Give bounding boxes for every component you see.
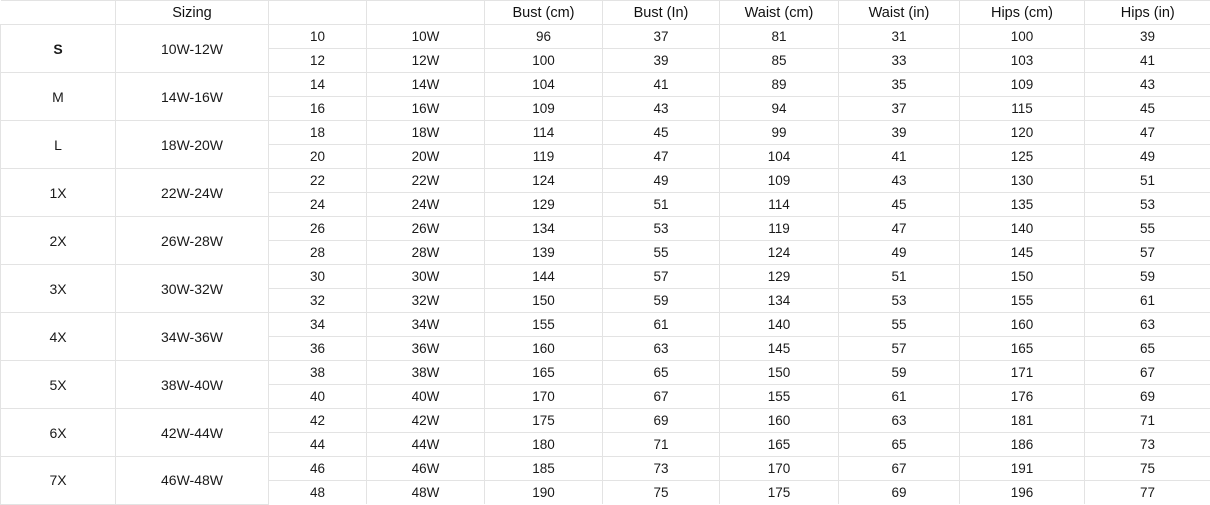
cell-hips-cm: 181 — [960, 409, 1085, 433]
cell-hips-in: 53 — [1085, 193, 1210, 217]
column-header-hips-cm: Hips (cm) — [960, 1, 1085, 25]
cell-hips-cm: 109 — [960, 73, 1085, 97]
size-label-cell: 4X — [1, 313, 116, 361]
cell-bust-cm: 175 — [485, 409, 603, 433]
cell-waist-cm: 129 — [720, 265, 839, 289]
cell-hips-cm: 191 — [960, 457, 1085, 481]
size-range-cell: 14W-16W — [116, 73, 269, 121]
cell-w-size: 32W — [367, 289, 485, 313]
size-range-cell: 42W-44W — [116, 409, 269, 457]
cell-numeric-size: 12 — [269, 49, 367, 73]
cell-w-size: 12W — [367, 49, 485, 73]
cell-w-size: 10W — [367, 25, 485, 49]
cell-hips-cm: 176 — [960, 385, 1085, 409]
cell-bust-cm: 160 — [485, 337, 603, 361]
table-row — [1, 121, 1210, 145]
cell-w-size: 44W — [367, 433, 485, 457]
cell-hips-in: 67 — [1085, 361, 1210, 385]
cell-bust-in: 57 — [603, 265, 720, 289]
column-header-waist-cm: Waist (cm) — [720, 1, 839, 25]
cell-hips-cm: 140 — [960, 217, 1085, 241]
cell-bust-in: 53 — [603, 217, 720, 241]
cell-waist-cm: 81 — [720, 25, 839, 49]
cell-w-size: 18W — [367, 121, 485, 145]
cell-numeric-size: 14 — [269, 73, 367, 97]
header-row — [1, 1, 1210, 25]
cell-bust-in: 55 — [603, 241, 720, 265]
cell-numeric-size: 40 — [269, 385, 367, 409]
cell-waist-cm: 165 — [720, 433, 839, 457]
cell-waist-in: 49 — [839, 241, 960, 265]
cell-w-size: 36W — [367, 337, 485, 361]
cell-bust-cm: 185 — [485, 457, 603, 481]
cell-hips-in: 71 — [1085, 409, 1210, 433]
cell-bust-in: 61 — [603, 313, 720, 337]
cell-bust-cm: 170 — [485, 385, 603, 409]
cell-w-size: 48W — [367, 481, 485, 505]
cell-w-size: 26W — [367, 217, 485, 241]
cell-bust-in: 39 — [603, 49, 720, 73]
cell-hips-in: 43 — [1085, 73, 1210, 97]
size-range-cell: 10W-12W — [116, 25, 269, 73]
cell-numeric-size: 20 — [269, 145, 367, 169]
cell-waist-in: 45 — [839, 193, 960, 217]
cell-hips-cm: 103 — [960, 49, 1085, 73]
cell-waist-cm: 145 — [720, 337, 839, 361]
cell-hips-in: 41 — [1085, 49, 1210, 73]
cell-bust-cm: 109 — [485, 97, 603, 121]
cell-waist-in: 61 — [839, 385, 960, 409]
cell-numeric-size: 22 — [269, 169, 367, 193]
cell-bust-cm: 150 — [485, 289, 603, 313]
column-header-bust-cm: Bust (cm) — [485, 1, 603, 25]
cell-hips-in: 51 — [1085, 169, 1210, 193]
cell-waist-in: 41 — [839, 145, 960, 169]
cell-hips-cm: 171 — [960, 361, 1085, 385]
table-body — [1, 25, 1210, 505]
cell-waist-cm: 109 — [720, 169, 839, 193]
cell-bust-in: 63 — [603, 337, 720, 361]
cell-numeric-size: 46 — [269, 457, 367, 481]
cell-waist-cm: 175 — [720, 481, 839, 505]
cell-numeric-size: 44 — [269, 433, 367, 457]
size-range-cell: 34W-36W — [116, 313, 269, 361]
cell-bust-cm: 129 — [485, 193, 603, 217]
table-row — [1, 217, 1210, 241]
cell-hips-in: 75 — [1085, 457, 1210, 481]
column-header-size — [1, 1, 116, 25]
table-header — [1, 1, 1210, 25]
cell-hips-cm: 100 — [960, 25, 1085, 49]
cell-waist-in: 37 — [839, 97, 960, 121]
column-header-w-size — [367, 1, 485, 25]
cell-hips-cm: 120 — [960, 121, 1085, 145]
column-header-numeric — [269, 1, 367, 25]
cell-w-size: 34W — [367, 313, 485, 337]
cell-bust-in: 37 — [603, 25, 720, 49]
cell-bust-cm: 124 — [485, 169, 603, 193]
cell-numeric-size: 30 — [269, 265, 367, 289]
cell-w-size: 20W — [367, 145, 485, 169]
table-row — [1, 169, 1210, 193]
cell-waist-cm: 150 — [720, 361, 839, 385]
cell-waist-cm: 140 — [720, 313, 839, 337]
size-label-cell: 7X — [1, 457, 116, 505]
cell-bust-cm: 139 — [485, 241, 603, 265]
cell-numeric-size: 34 — [269, 313, 367, 337]
cell-bust-cm: 165 — [485, 361, 603, 385]
cell-waist-in: 59 — [839, 361, 960, 385]
cell-bust-in: 69 — [603, 409, 720, 433]
cell-waist-in: 43 — [839, 169, 960, 193]
cell-hips-cm: 186 — [960, 433, 1085, 457]
cell-hips-in: 49 — [1085, 145, 1210, 169]
cell-bust-in: 43 — [603, 97, 720, 121]
cell-bust-in: 51 — [603, 193, 720, 217]
size-label-cell: 3X — [1, 265, 116, 313]
cell-hips-cm: 196 — [960, 481, 1085, 505]
cell-waist-cm: 94 — [720, 97, 839, 121]
cell-bust-cm: 104 — [485, 73, 603, 97]
cell-bust-in: 67 — [603, 385, 720, 409]
cell-numeric-size: 38 — [269, 361, 367, 385]
cell-w-size: 16W — [367, 97, 485, 121]
size-label-cell: 6X — [1, 409, 116, 457]
size-label-cell: 2X — [1, 217, 116, 265]
cell-bust-cm: 114 — [485, 121, 603, 145]
cell-waist-cm: 119 — [720, 217, 839, 241]
cell-bust-cm: 144 — [485, 265, 603, 289]
size-label-cell: 1X — [1, 169, 116, 217]
cell-hips-in: 69 — [1085, 385, 1210, 409]
cell-hips-in: 39 — [1085, 25, 1210, 49]
cell-bust-in: 49 — [603, 169, 720, 193]
cell-hips-in: 45 — [1085, 97, 1210, 121]
cell-waist-cm: 155 — [720, 385, 839, 409]
size-label-cell: L — [1, 121, 116, 169]
cell-hips-in: 57 — [1085, 241, 1210, 265]
cell-hips-in: 55 — [1085, 217, 1210, 241]
cell-waist-in: 33 — [839, 49, 960, 73]
table-row — [1, 25, 1210, 49]
cell-hips-cm: 135 — [960, 193, 1085, 217]
cell-waist-in: 51 — [839, 265, 960, 289]
cell-waist-in: 67 — [839, 457, 960, 481]
cell-w-size: 46W — [367, 457, 485, 481]
table-row — [1, 457, 1210, 481]
cell-waist-cm: 134 — [720, 289, 839, 313]
cell-waist-cm: 85 — [720, 49, 839, 73]
size-label-cell: M — [1, 73, 116, 121]
cell-bust-cm: 134 — [485, 217, 603, 241]
cell-numeric-size: 48 — [269, 481, 367, 505]
cell-waist-in: 63 — [839, 409, 960, 433]
cell-w-size: 38W — [367, 361, 485, 385]
cell-bust-cm: 190 — [485, 481, 603, 505]
column-header-sizing: Sizing — [116, 1, 269, 25]
cell-waist-cm: 160 — [720, 409, 839, 433]
cell-w-size: 40W — [367, 385, 485, 409]
cell-waist-cm: 170 — [720, 457, 839, 481]
cell-waist-cm: 104 — [720, 145, 839, 169]
size-range-cell: 22W-24W — [116, 169, 269, 217]
cell-numeric-size: 16 — [269, 97, 367, 121]
cell-bust-in: 73 — [603, 457, 720, 481]
cell-hips-cm: 165 — [960, 337, 1085, 361]
cell-w-size: 28W — [367, 241, 485, 265]
cell-w-size: 30W — [367, 265, 485, 289]
cell-numeric-size: 24 — [269, 193, 367, 217]
table-row — [1, 409, 1210, 433]
cell-w-size: 22W — [367, 169, 485, 193]
cell-waist-cm: 124 — [720, 241, 839, 265]
column-header-waist-in: Waist (in) — [839, 1, 960, 25]
size-label-cell: 5X — [1, 361, 116, 409]
cell-hips-cm: 115 — [960, 97, 1085, 121]
cell-hips-cm: 125 — [960, 145, 1085, 169]
size-label-cell: S — [1, 25, 116, 73]
size-range-cell: 30W-32W — [116, 265, 269, 313]
cell-hips-cm: 155 — [960, 289, 1085, 313]
cell-numeric-size: 10 — [269, 25, 367, 49]
size-range-cell: 46W-48W — [116, 457, 269, 505]
cell-bust-in: 47 — [603, 145, 720, 169]
cell-waist-in: 39 — [839, 121, 960, 145]
cell-bust-cm: 119 — [485, 145, 603, 169]
table-row — [1, 265, 1210, 289]
cell-waist-cm: 114 — [720, 193, 839, 217]
cell-waist-in: 57 — [839, 337, 960, 361]
cell-waist-in: 53 — [839, 289, 960, 313]
cell-hips-cm: 160 — [960, 313, 1085, 337]
table-row — [1, 313, 1210, 337]
cell-numeric-size: 36 — [269, 337, 367, 361]
size-range-cell: 38W-40W — [116, 361, 269, 409]
table-row — [1, 73, 1210, 97]
cell-bust-cm: 155 — [485, 313, 603, 337]
cell-bust-in: 65 — [603, 361, 720, 385]
cell-waist-in: 55 — [839, 313, 960, 337]
cell-bust-in: 41 — [603, 73, 720, 97]
cell-bust-cm: 96 — [485, 25, 603, 49]
cell-bust-in: 71 — [603, 433, 720, 457]
cell-numeric-size: 32 — [269, 289, 367, 313]
cell-waist-cm: 99 — [720, 121, 839, 145]
cell-hips-in: 73 — [1085, 433, 1210, 457]
cell-hips-in: 59 — [1085, 265, 1210, 289]
cell-numeric-size: 28 — [269, 241, 367, 265]
cell-bust-cm: 100 — [485, 49, 603, 73]
column-header-bust-in: Bust (In) — [603, 1, 720, 25]
cell-hips-cm: 145 — [960, 241, 1085, 265]
cell-hips-in: 63 — [1085, 313, 1210, 337]
cell-hips-in: 47 — [1085, 121, 1210, 145]
cell-hips-in: 65 — [1085, 337, 1210, 361]
cell-waist-in: 31 — [839, 25, 960, 49]
column-header-hips-in: Hips (in) — [1085, 1, 1210, 25]
cell-hips-in: 77 — [1085, 481, 1210, 505]
cell-waist-in: 69 — [839, 481, 960, 505]
cell-waist-in: 47 — [839, 217, 960, 241]
size-range-cell: 18W-20W — [116, 121, 269, 169]
cell-hips-in: 61 — [1085, 289, 1210, 313]
cell-bust-in: 75 — [603, 481, 720, 505]
cell-bust-in: 45 — [603, 121, 720, 145]
cell-numeric-size: 26 — [269, 217, 367, 241]
cell-numeric-size: 42 — [269, 409, 367, 433]
size-range-cell: 26W-28W — [116, 217, 269, 265]
cell-bust-cm: 180 — [485, 433, 603, 457]
cell-w-size: 24W — [367, 193, 485, 217]
cell-w-size: 42W — [367, 409, 485, 433]
cell-bust-in: 59 — [603, 289, 720, 313]
cell-waist-cm: 89 — [720, 73, 839, 97]
cell-waist-in: 65 — [839, 433, 960, 457]
cell-numeric-size: 18 — [269, 121, 367, 145]
cell-hips-cm: 130 — [960, 169, 1085, 193]
table-row — [1, 361, 1210, 385]
cell-w-size: 14W — [367, 73, 485, 97]
cell-hips-cm: 150 — [960, 265, 1085, 289]
cell-waist-in: 35 — [839, 73, 960, 97]
